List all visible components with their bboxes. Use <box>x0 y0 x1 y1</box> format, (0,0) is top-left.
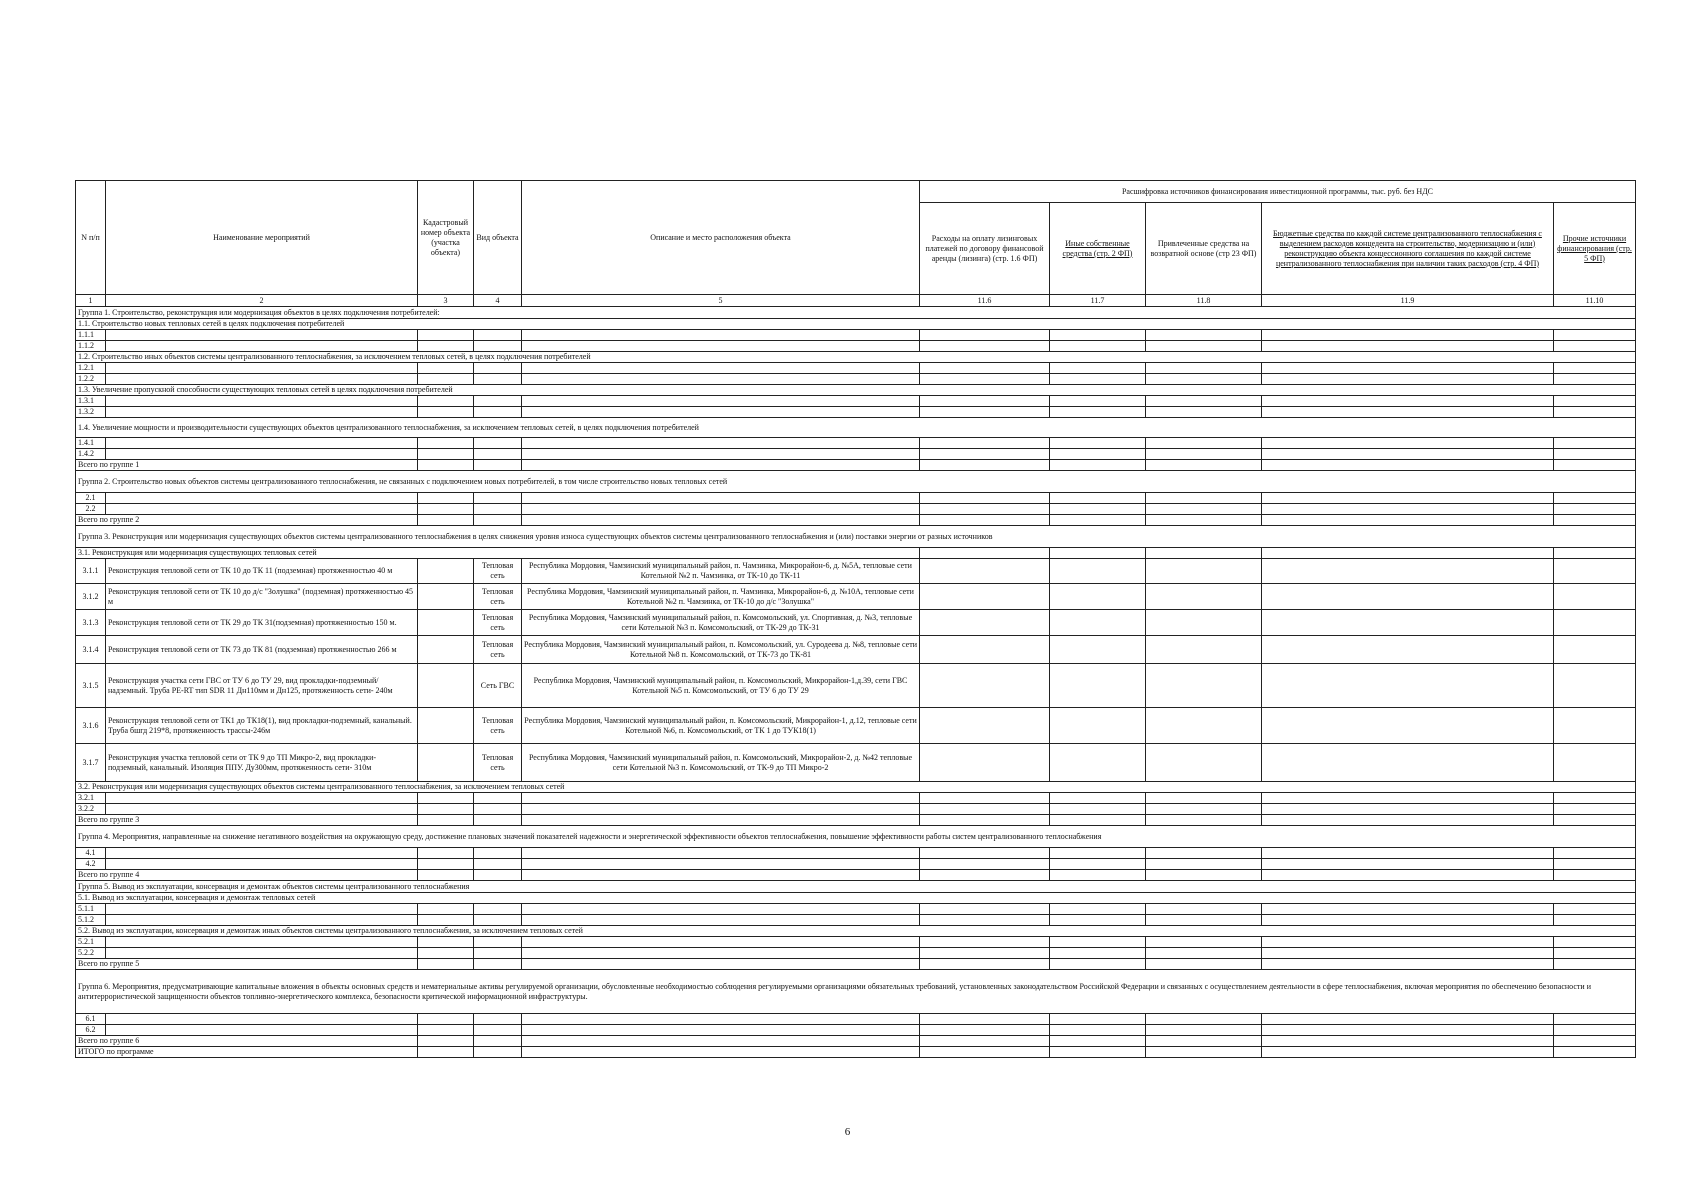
investment-program-table-sheet <box>75 180 1635 1058</box>
table-row <box>76 584 1636 610</box>
col-header-cadastral: Кадастровый номер объекта (участка объекта) <box>418 181 474 295</box>
colnum: 5 <box>522 295 920 307</box>
col-header-other: Прочие источники финансирования (стр. 5 ФП) <box>1554 203 1636 295</box>
row-number: 1.1.2 <box>76 341 106 352</box>
col-header-leasing: Расходы на оплату лизинговых платежей по договору финансовой аренды (лизинга) (стр. 1.6 ФП) <box>920 203 1050 295</box>
measure-name: Реконструкция тепловой сети от ТК 10 до ТК 11 (подземная) протяженностью 40 м <box>106 559 418 584</box>
object-description: Республика Мордовия, Чамзинский муниципальный район, п. Чамзинка, Микрорайон-6, д. №5А, тепловые сети Котельной №2 п. Чамзинка, от ТК-10 до ТК-11 <box>522 559 920 584</box>
group-2-title: Группа 2. Строительство новых объектов системы централизованного теплоснабжения, не связанных с подключением новых потребителей, в том числе строительство новых тепловых сетей <box>76 471 1636 493</box>
row-number: 5.1.2 <box>76 915 106 926</box>
measure-name: Реконструкция тепловой сети от ТК 10 до д/с "Золушка" (подземная) протяженностью 45 м <box>106 584 418 610</box>
row-number: 3.2.1 <box>76 793 106 804</box>
col-header-kind: Вид объекта <box>474 181 522 295</box>
group-5-title: Группа 5. Вывод из эксплуатации, консервация и демонтаж объектов системы централизованного теплоснабжения <box>76 881 1636 893</box>
col-header-financing: Расшифровка источников финансирования инвестиционной программы, тыс. руб. без НДС <box>920 181 1636 203</box>
group-3-title: Группа 3. Реконструкция или модернизация существующих объектов системы централизованного теплоснабжения в целях снижения уровня износа существующих объектов системы централизованного теплоснабжения и (или) поставки энергии от разных источников <box>76 526 1636 548</box>
row-number: 3.1.6 <box>76 708 106 744</box>
group-total: Всего по группе 4 <box>76 870 418 881</box>
table-row <box>76 559 1636 584</box>
group-total: Всего по группе 6 <box>76 1036 418 1047</box>
col-header-n: N п/п <box>76 181 106 295</box>
col-header-name: Наименование мероприятий <box>106 181 418 295</box>
row-number: 3.2.2 <box>76 804 106 815</box>
object-kind: Тепловая сеть <box>474 636 522 664</box>
row-number: 2.1 <box>76 493 106 504</box>
col-header-budget: Бюджетные средства по каждой системе централизованного теплоснабжения с выделением расходов концедента на строительство, модернизацию и (или) реконструкцию объекта концессионного соглашения по каждой системе централизованного теплоснабжения при наличии таких расходов (стр. 4 ФП) <box>1262 203 1554 295</box>
row-number: 5.2.1 <box>76 937 106 948</box>
row-number: 1.4.1 <box>76 438 106 449</box>
col-header-description: Описание и место расположения объекта <box>522 181 920 295</box>
object-description: Республика Мордовия, Чамзинский муниципальный район, п. Комсомольский, Микрорайон-1,д.39, сети ГВС Котельной №5 п. Комсомольский, от ТУ 6 до ТУ 29 <box>522 664 920 708</box>
row-number: 4.2 <box>76 859 106 870</box>
row-number: 3.1.7 <box>76 744 106 782</box>
col-header-borrowed: Привлеченные средства на возвратной основе (стр 23 ФП) <box>1146 203 1262 295</box>
column-numbers-row <box>76 295 1636 307</box>
colnum: 11.7 <box>1050 295 1146 307</box>
object-kind: Тепловая сеть <box>474 708 522 744</box>
row-number: 3.1.3 <box>76 610 106 636</box>
measure-name: Реконструкция тепловой сети от ТК1 до ТК18(1), вид прокладки-подземный, канальный. Труба бшгд 219*8, протяженность трассы-246м <box>106 708 418 744</box>
row-number: 1.1.1 <box>76 330 106 341</box>
row-number: 2.2 <box>76 504 106 515</box>
object-kind: Тепловая сеть <box>474 610 522 636</box>
page-number: 6 <box>844 1126 851 1138</box>
colnum: 2 <box>106 295 418 307</box>
group-6-title: Группа 6. Мероприятия, предусматривающие капитальные вложения в объекты основных средств и нематериальные активы регулируемой организации, обусловленные необходимостью соблюдения регулируемыми организациями обязательных требований, установленных законодательством Российской Федерации и связанных с осуществлением деятельности в сфере теплоснабжения, включая мероприятия по обеспечению безопасности и антитеррористической защищенности объектов топливно-энергетического комплекса, безопасности критической информационной инфраструктуры. <box>76 970 1636 1014</box>
measure-name: Реконструкция участка сети ГВС от ТУ 6 до ТУ 29, вид прокладки-подземный/надземный. Труба PE-RT тип SDR 11 Дн110мм и Дн125, протяженность сети- 240м <box>106 664 418 708</box>
table-row <box>76 610 1636 636</box>
subsection-title: 3.1. Реконструкция или модернизация существующих тепловых сетей <box>76 548 920 559</box>
group-4-title: Группа 4. Мероприятия, направленные на снижение негативного воздействия на окружающую среду, достижение плановых значений показателей надежности и энергетической эффективности объектов теплоснабжения, повышение эффективности работы систем централизованного теплоснабжения <box>76 826 1636 848</box>
row-number: 6.1 <box>76 1014 106 1025</box>
grand-total: ИТОГО по программе <box>76 1047 418 1058</box>
subsection-title: 3.2. Реконструкция или модернизация существующих объектов системы централизованного теплоснабжения, за исключением тепловых сетей <box>76 782 1636 793</box>
row-number: 3.1.1 <box>76 559 106 584</box>
row-number: 1.4.2 <box>76 449 106 460</box>
row-number: 5.2.2 <box>76 948 106 959</box>
row-number: 1.3.1 <box>76 396 106 407</box>
object-kind: Тепловая сеть <box>474 744 522 782</box>
object-kind: Тепловая сеть <box>474 559 522 584</box>
object-kind: Тепловая сеть <box>474 584 522 610</box>
row-number: 6.2 <box>76 1025 106 1036</box>
row-number: 5.1.1 <box>76 904 106 915</box>
table-row <box>76 708 1636 744</box>
subsection-title: 5.2. Вывод из эксплуатации, консервация и демонтаж иных объектов системы централизованного теплоснабжения, за исключением тепловых сетей <box>76 926 1636 937</box>
table-row <box>76 664 1636 708</box>
measure-name: Реконструкция тепловой сети от ТК 73 до ТК 81 (подземная) протяженностью 266 м <box>106 636 418 664</box>
subsection-title: 1.2. Строительство иных объектов системы централизованного теплоснабжения, за исключением тепловых сетей, в целях подключения потребителей <box>76 352 1636 363</box>
table-row <box>76 744 1636 782</box>
row-number: 4.1 <box>76 848 106 859</box>
object-description: Республика Мордовия, Чамзинский муниципальный район, п. Комсомольский, ул. Суродеева д. №8, тепловые сети Котельной №8 п. Комсомольский, от ТК-73 до ТК-81 <box>522 636 920 664</box>
subsection-title: 1.1. Строительство новых тепловых сетей в целях подключения потребителей <box>76 319 1636 330</box>
colnum: 11.8 <box>1146 295 1262 307</box>
table-row <box>76 636 1636 664</box>
colnum: 3 <box>418 295 474 307</box>
group-total: Всего по группе 3 <box>76 815 418 826</box>
row-number: 3.1.4 <box>76 636 106 664</box>
group-total: Всего по группе 1 <box>76 460 418 471</box>
row-number: 1.3.2 <box>76 407 106 418</box>
group-1-title: Группа 1. Строительство, реконструкция или модернизация объектов в целях подключения потребителей: <box>76 307 1636 319</box>
measure-name: Реконструкция участка тепловой сети от ТК 9 до ТП Микро-2, вид прокладки-подземный, канальный. Изоляция ППУ. Ду300мм, протяженность сети- 310м <box>106 744 418 782</box>
group-total: Всего по группе 2 <box>76 515 418 526</box>
object-description: Республика Мордовия, Чамзинский муниципальный район, п. Комсомольский, ул. Спортивная, д. №3, тепловые сети Котельной №3 п. Комсомольский, от ТК-29 до ТК-31 <box>522 610 920 636</box>
object-description: Республика Мордовия, Чамзинский муниципальный район, п. Чамзинка, Микрорайон-6, д. №10А, тепловые сети Котельной №2 п. Чамзинка, от ТК-10 до д/с "Золушка" <box>522 584 920 610</box>
col-header-own-funds: Иные собственные средства (стр. 2 ФП) <box>1050 203 1146 295</box>
object-kind: Сеть ГВС <box>474 664 522 708</box>
colnum: 11.9 <box>1262 295 1554 307</box>
group-total: Всего по группе 5 <box>76 959 418 970</box>
row-number: 3.1.5 <box>76 664 106 708</box>
row-number: 1.2.2 <box>76 374 106 385</box>
measure-name: Реконструкция тепловой сети от ТК 29 до ТК 31(подземная) протяженностью 150 м. <box>106 610 418 636</box>
colnum: 4 <box>474 295 522 307</box>
object-description: Республика Мордовия, Чамзинский муниципальный район, п. Комсомольский, Микрорайон-2, д. №42 тепловые сети Котельной №3 п. Комсомольский, от ТК-9 до ТП Микро-2 <box>522 744 920 782</box>
row-number: 3.1.2 <box>76 584 106 610</box>
subsection-title: 5.1. Вывод из эксплуатации, консервация и демонтаж тепловых сетей <box>76 893 1636 904</box>
colnum: 11.10 <box>1554 295 1636 307</box>
row-number: 1.2.1 <box>76 363 106 374</box>
colnum: 11.6 <box>920 295 1050 307</box>
colnum: 1 <box>76 295 106 307</box>
subsection-title: 1.3. Увеличение пропускной способности существующих тепловых сетей в целях подключения потребителей <box>76 385 1636 396</box>
subsection-title: 1.4. Увеличение мощности и производительности существующих объектов централизованного теплоснабжения, за исключением тепловых сетей, в целях подключения потребителей <box>76 418 1636 438</box>
object-description: Республика Мордовия, Чамзинский муниципальный район, п. Комсомольский, Микрорайон-1, д.12, тепловые сети Котельной №6, п. Комсомольский, от ТК 1 до ТУК18(1) <box>522 708 920 744</box>
investment-program-table <box>75 180 1636 1058</box>
